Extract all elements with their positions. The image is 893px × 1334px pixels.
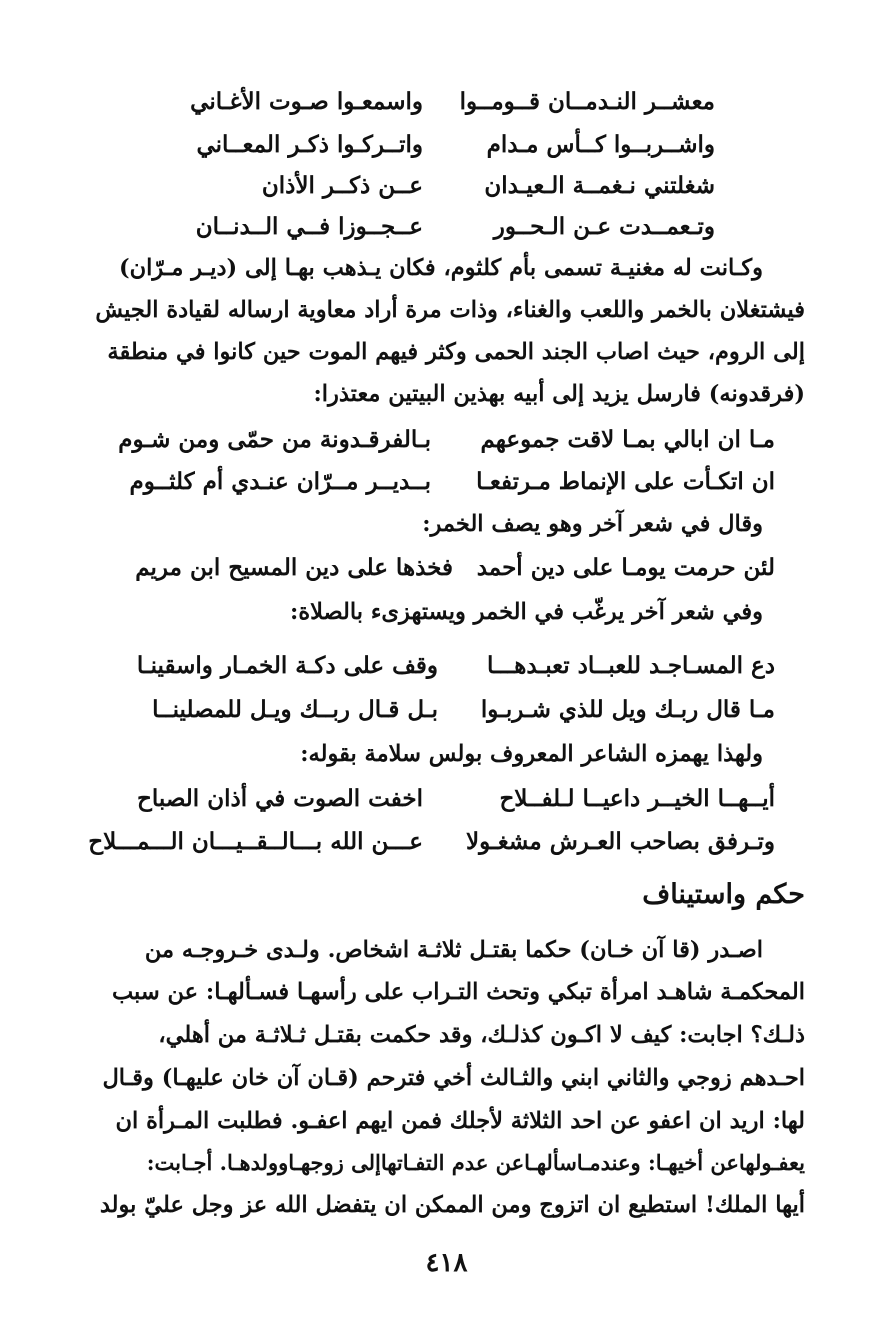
paragraph-line: ذلـك؟ اجابت: كيف لا اكـون كذلـك، وقد حكمت بقتـل ثـلاثـة من أهلي، [158,1022,805,1048]
verse-second-hemistich: بــديــر مــرّان عنـدي أم كلثــوم [129,468,431,495]
paragraph-line: المحكمـة شاهـد امرأة تبكي وتحث التـراب على رأسهـا فسـألهـا: عن سبب [111,979,805,1005]
verse-line [0,646,893,686]
verse-second-hemistich: فخذها على دين المسيح ابن مريم [135,554,453,581]
verse-second-hemistich: بـل قـال ربــك ويـل للمصلينــا [152,696,438,723]
intro-line-wine: وقال في شعر آخر وهو يصف الخمر: [422,511,763,537]
verse-line [0,125,893,165]
verse-second-hemistich: بـالفرقـدونة من حمّى ومن شـوم [118,426,431,453]
verse-first-hemistich: مـا قال ربـك ويل للذي شـربـوا [480,696,775,723]
verse-second-hemistich: اخفت الصوت في أذان الصباح [137,785,423,812]
verse-line [0,462,893,502]
verse-first-hemistich: لئن حرمت يومـا على دين أحمد [476,554,775,581]
verse-first-hemistich: أيــهــا الخيــر داعيــا لـلفــلاح [499,785,775,812]
verse-second-hemistich: وقف على دكـة الخمـار واسقينـا [136,652,438,679]
verse-line [0,779,893,819]
paragraph-line: وكـانت له مغنيـة تسمى بأم كلثوم، فكان يـذهب بهـا إلى (ديـر مـرّان) [118,255,763,281]
verse-first-hemistich: وتـرفق بصاحب العـرش مشغـولا [466,828,775,855]
verse-second-hemistich: عــن ذكــر الأذان [261,172,423,199]
verse-first-hemistich: ان اتكـأت على الإنماط مـرتفعـا [476,468,775,495]
section-heading: حكم واستيناف [642,879,805,910]
verse-first-hemistich: معشــر النـدمــان قــومــوا [459,88,715,115]
paragraph-line: فيشتغلان بالخمر واللعب والغناء، وذات مرة أراد معاوية ارساله لقيادة الجيش [95,297,805,323]
verse-second-hemistich: عـــن الله بـــالــقــيـــان الـــمـــلاح [88,828,423,855]
verse-line [0,82,893,122]
intro-line-prayer: وفي شعر آخر يرغّب في الخمر ويستهزىء بالصلاة: [290,599,763,625]
verse-line [0,207,893,247]
verse-first-hemistich: دع المسـاجـد للعبــاد تعبـدهـــا [487,652,775,679]
verse-line [0,420,893,460]
paragraph-line: (فرقدونه) فارسل يزيد إلى أبيه بهذين البيتين معتذرا: [313,381,805,407]
verse-first-hemistich: شغلتني نـغمــة الـعيـدان [484,172,715,199]
paragraph-line: يعفـولهاعن أخيهـا: وعندمـاسألهـاعن عدم التفـاتهاإلى زوجهـاوولدهـا. أجـابت: [146,1150,805,1175]
verse-second-hemistich: عــجــوزا فــي الــدنــان [195,213,423,240]
verse-line [0,690,893,730]
paragraph-line: إلى الروم، حيث اصاب الجند الحمى وكثر فيهم الموت حين كانوا في منطقة [107,339,805,365]
verse-line [0,166,893,206]
paragraph-line: احـدهم زوجي والثاني ابني والثـالث أخي فترحم (قـان آن خان عليهـا) وقـال [102,1065,805,1091]
verse-second-hemistich: واسمعـوا صـوت الأغـاني [190,88,423,115]
verse-line [0,822,893,862]
page-number: ٤١٨ [425,1248,468,1278]
verse-first-hemistich: واشــربــوا كــأس مـدام [486,131,715,158]
verse-first-hemistich: وتـعمــدت عـن الـحــور [493,213,715,240]
verse-line [0,548,893,588]
intro-line-poet: ولهذا يهمزه الشاعر المعروف بولس سلامة بقوله: [300,741,763,767]
paragraph-line: اصـدر (قا آن خـان) حكما بقتـل ثلاثـة اشخاص. ولـدى خـروجـه من [144,937,763,963]
paragraph-line: لها: اريد ان اعفو عن احد الثلاثة لأجلك فمن ايهم اعفـو. فطلبت المـرأة ان [115,1108,805,1134]
verse-first-hemistich: مـا ان ابالي بمـا لاقت جموعهم [480,426,775,453]
paragraph-line: أيها الملك! استطيع ان اتزوج ومن الممكن ان يتفضل الله عز وجل عليّ بولد [99,1192,805,1218]
verse-second-hemistich: واتــركـوا ذكـر المعــاني [196,131,423,158]
